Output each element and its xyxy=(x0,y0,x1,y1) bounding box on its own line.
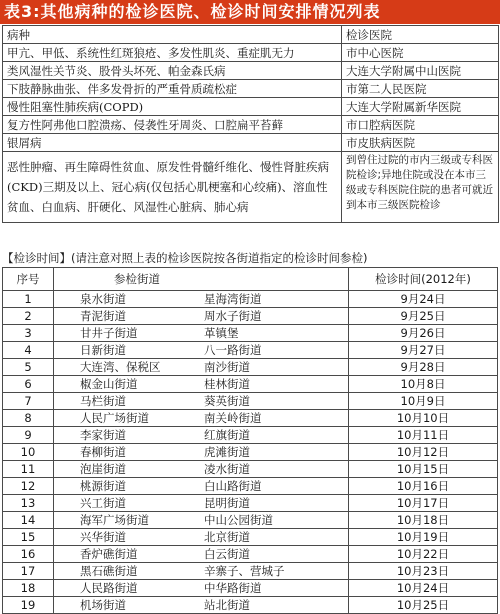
row-number: 3 xyxy=(3,325,54,342)
street-name: 周水子街道 xyxy=(204,308,262,323)
street-name: 春柳街道 xyxy=(80,444,126,459)
schedule-row xyxy=(3,410,498,427)
street-name: 昆明街道 xyxy=(204,495,250,510)
exam-date: 9月28日 xyxy=(349,359,498,376)
schedule-row xyxy=(3,529,498,546)
street-cell xyxy=(54,444,349,461)
street-name: 黑石礁街道 xyxy=(80,563,138,578)
street-cell xyxy=(54,325,349,342)
exam-date: 9月27日 xyxy=(349,342,498,359)
table1-row xyxy=(3,134,499,152)
street-name: 海军广场街道 xyxy=(80,512,149,527)
schedule-row xyxy=(3,376,498,393)
row-number: 8 xyxy=(3,410,54,427)
row-number: 13 xyxy=(3,495,54,512)
street-name: 红旗街道 xyxy=(204,427,250,442)
row-number: 17 xyxy=(3,563,54,580)
street-cell xyxy=(54,597,349,614)
row-number: 18 xyxy=(3,580,54,597)
street-name: 马栏街道 xyxy=(80,393,126,408)
street-name: 泡崖街道 xyxy=(80,461,126,476)
exam-date: 10月12日 xyxy=(349,444,498,461)
hospital-cell: 市中心医院 xyxy=(342,44,499,62)
hospital-cell: 大连大学附属新华医院 xyxy=(342,98,499,116)
street-name: 桂林街道 xyxy=(204,376,250,391)
schedule-row xyxy=(3,325,498,342)
street-cell xyxy=(54,359,349,376)
schedule-row xyxy=(3,308,498,325)
exam-date: 10月10日 xyxy=(349,410,498,427)
disease-hospital-table xyxy=(2,25,499,223)
exam-date: 9月25日 xyxy=(349,308,498,325)
schedule-row xyxy=(3,478,498,495)
disease-cell: 甲亢、甲低、系统性红斑狼疮、多发性肌炎、重症肌无力 xyxy=(3,44,342,62)
row-number: 11 xyxy=(3,461,54,478)
exam-date: 10月11日 xyxy=(349,427,498,444)
street-name: 泉水街道 xyxy=(80,291,126,306)
disease-cell: 类风湿性关节炎、股骨头坏死、帕金森氏病 xyxy=(3,62,342,80)
street-cell xyxy=(54,427,349,444)
date-header: 检诊时间(2012年) xyxy=(349,268,498,291)
table1-row xyxy=(3,98,499,116)
hospital-cell: 市皮肤病医院 xyxy=(342,134,499,152)
row-number: 16 xyxy=(3,546,54,563)
street-cell xyxy=(54,478,349,495)
street-cell xyxy=(54,461,349,478)
street-name: 星海湾街道 xyxy=(204,291,262,306)
street-cell xyxy=(54,342,349,359)
street-name: 凌水街道 xyxy=(204,461,250,476)
street-name: 兴华街道 xyxy=(80,529,126,544)
street-name: 青泥街道 xyxy=(80,308,126,323)
row-number: 14 xyxy=(3,512,54,529)
disease-cell: 恶性肿瘤、再生障碍性贫血、原发性骨髓纤维化、慢性肾脏疾病(CKD)三期及以上、冠心病(仅包括心肌梗塞和心绞痛)、溶血性贫血、白血病、肝硬化、风湿性心脏病、肺心病 xyxy=(3,152,342,223)
row-number: 12 xyxy=(3,478,54,495)
no-header: 序号 xyxy=(3,268,54,291)
schedule-row xyxy=(3,563,498,580)
row-number: 19 xyxy=(3,597,54,614)
exam-date: 10月25日 xyxy=(349,597,498,614)
schedule-row xyxy=(3,393,498,410)
exam-date: 10月17日 xyxy=(349,495,498,512)
schedule-row xyxy=(3,495,498,512)
exam-date: 10月15日 xyxy=(349,461,498,478)
street-name: 椒金山街道 xyxy=(80,376,138,391)
disease-cell: 慢性阻塞性肺疾病(COPD) xyxy=(3,98,342,116)
street-cell xyxy=(54,393,349,410)
street-cell xyxy=(54,410,349,427)
hospital-header: 检诊医院 xyxy=(342,26,499,44)
row-number: 4 xyxy=(3,342,54,359)
table1-row-multi xyxy=(3,152,499,223)
exam-date: 10月16日 xyxy=(349,478,498,495)
street-name: 中华路街道 xyxy=(204,580,262,595)
row-number: 9 xyxy=(3,427,54,444)
schedule-row xyxy=(3,546,498,563)
street-name: 中山公园街道 xyxy=(204,512,273,527)
schedule-row xyxy=(3,512,498,529)
street-name: 机场街道 xyxy=(80,597,126,612)
street-name: 北京街道 xyxy=(204,529,250,544)
street-cell xyxy=(54,563,349,580)
street-name: 人民广场街道 xyxy=(80,410,149,425)
street-name: 大连湾、保税区 xyxy=(80,359,161,374)
disease-cell: 下肢静脉曲张、伴多发骨折的严重骨质疏松症 xyxy=(3,80,342,98)
hospital-cell: 大连大学附属中山医院 xyxy=(342,62,499,80)
disease-cell: 复方性阿弗他口腔溃疡、侵袭性牙周炎、口腔扁平苔藓 xyxy=(3,116,342,134)
disease-header: 病种 xyxy=(3,26,342,44)
street-name: 葵英街道 xyxy=(204,393,250,408)
row-number: 7 xyxy=(3,393,54,410)
row-number: 2 xyxy=(3,308,54,325)
street-cell xyxy=(54,546,349,563)
schedule-row xyxy=(3,427,498,444)
street-cell xyxy=(54,580,349,597)
disease-cell: 银屑病 xyxy=(3,134,342,152)
street-name: 日新街道 xyxy=(80,342,126,357)
street-name: 白山路街道 xyxy=(204,478,262,493)
exam-date: 10月9日 xyxy=(349,393,498,410)
schedule-row xyxy=(3,444,498,461)
exam-date: 9月26日 xyxy=(349,325,498,342)
exam-time-notice: 【检诊时间】(请注意对照上表的检诊医院按各街道指定的检诊时间参检) xyxy=(2,251,368,265)
table1-row xyxy=(3,80,499,98)
table1-row xyxy=(3,44,499,62)
street-name: 八一路街道 xyxy=(204,342,262,357)
schedule-row xyxy=(3,597,498,614)
exam-date: 10月23日 xyxy=(349,563,498,580)
street-name: 兴工街道 xyxy=(80,495,126,510)
schedule-row xyxy=(3,342,498,359)
street-name: 站北街道 xyxy=(204,597,250,612)
exam-date: 10月24日 xyxy=(349,580,498,597)
exam-date: 10月8日 xyxy=(349,376,498,393)
exam-date: 10月22日 xyxy=(349,546,498,563)
street-header: 参检街道 xyxy=(54,268,349,291)
row-number: 5 xyxy=(3,359,54,376)
street-cell xyxy=(54,529,349,546)
street-name: 革镇堡 xyxy=(204,325,239,340)
schedule-row xyxy=(3,359,498,376)
table1-header-row xyxy=(3,26,499,44)
street-cell xyxy=(54,495,349,512)
street-cell xyxy=(54,512,349,529)
table3-title: 表3:其他病种的检诊医院、检诊时间安排情况列表 xyxy=(0,0,500,24)
street-name: 李家街道 xyxy=(80,427,126,442)
street-name: 南沙街道 xyxy=(204,359,250,374)
hospital-cell: 到曾住过院的市内三级或专科医院检诊;异地住院或没在本市三级或专科医院住院的患者可就近到本市三级医院检诊 xyxy=(342,152,499,223)
table1-row xyxy=(3,116,499,134)
row-number: 10 xyxy=(3,444,54,461)
hospital-cell: 市第二人民医院 xyxy=(342,80,499,98)
exam-date: 9月24日 xyxy=(349,291,498,308)
exam-date: 10月18日 xyxy=(349,512,498,529)
hospital-cell: 市口腔病医院 xyxy=(342,116,499,134)
table1-row xyxy=(3,62,499,80)
row-number: 1 xyxy=(3,291,54,308)
schedule-row xyxy=(3,291,498,308)
street-name: 桃源街道 xyxy=(80,478,126,493)
row-number: 15 xyxy=(3,529,54,546)
street-name: 南关岭街道 xyxy=(204,410,262,425)
street-cell xyxy=(54,291,349,308)
exam-date: 10月19日 xyxy=(349,529,498,546)
street-name: 香炉礁街道 xyxy=(80,546,138,561)
schedule-row xyxy=(3,461,498,478)
table2-header-row xyxy=(3,268,498,291)
street-name: 辛寨子、营城子 xyxy=(204,563,285,578)
street-name: 甘井子街道 xyxy=(80,325,138,340)
street-cell xyxy=(54,308,349,325)
street-name: 人民路街道 xyxy=(80,580,138,595)
street-cell xyxy=(54,376,349,393)
exam-schedule-table xyxy=(2,267,498,614)
street-name: 白云街道 xyxy=(204,546,250,561)
row-number: 6 xyxy=(3,376,54,393)
street-name: 虎滩街道 xyxy=(204,444,250,459)
schedule-row xyxy=(3,580,498,597)
